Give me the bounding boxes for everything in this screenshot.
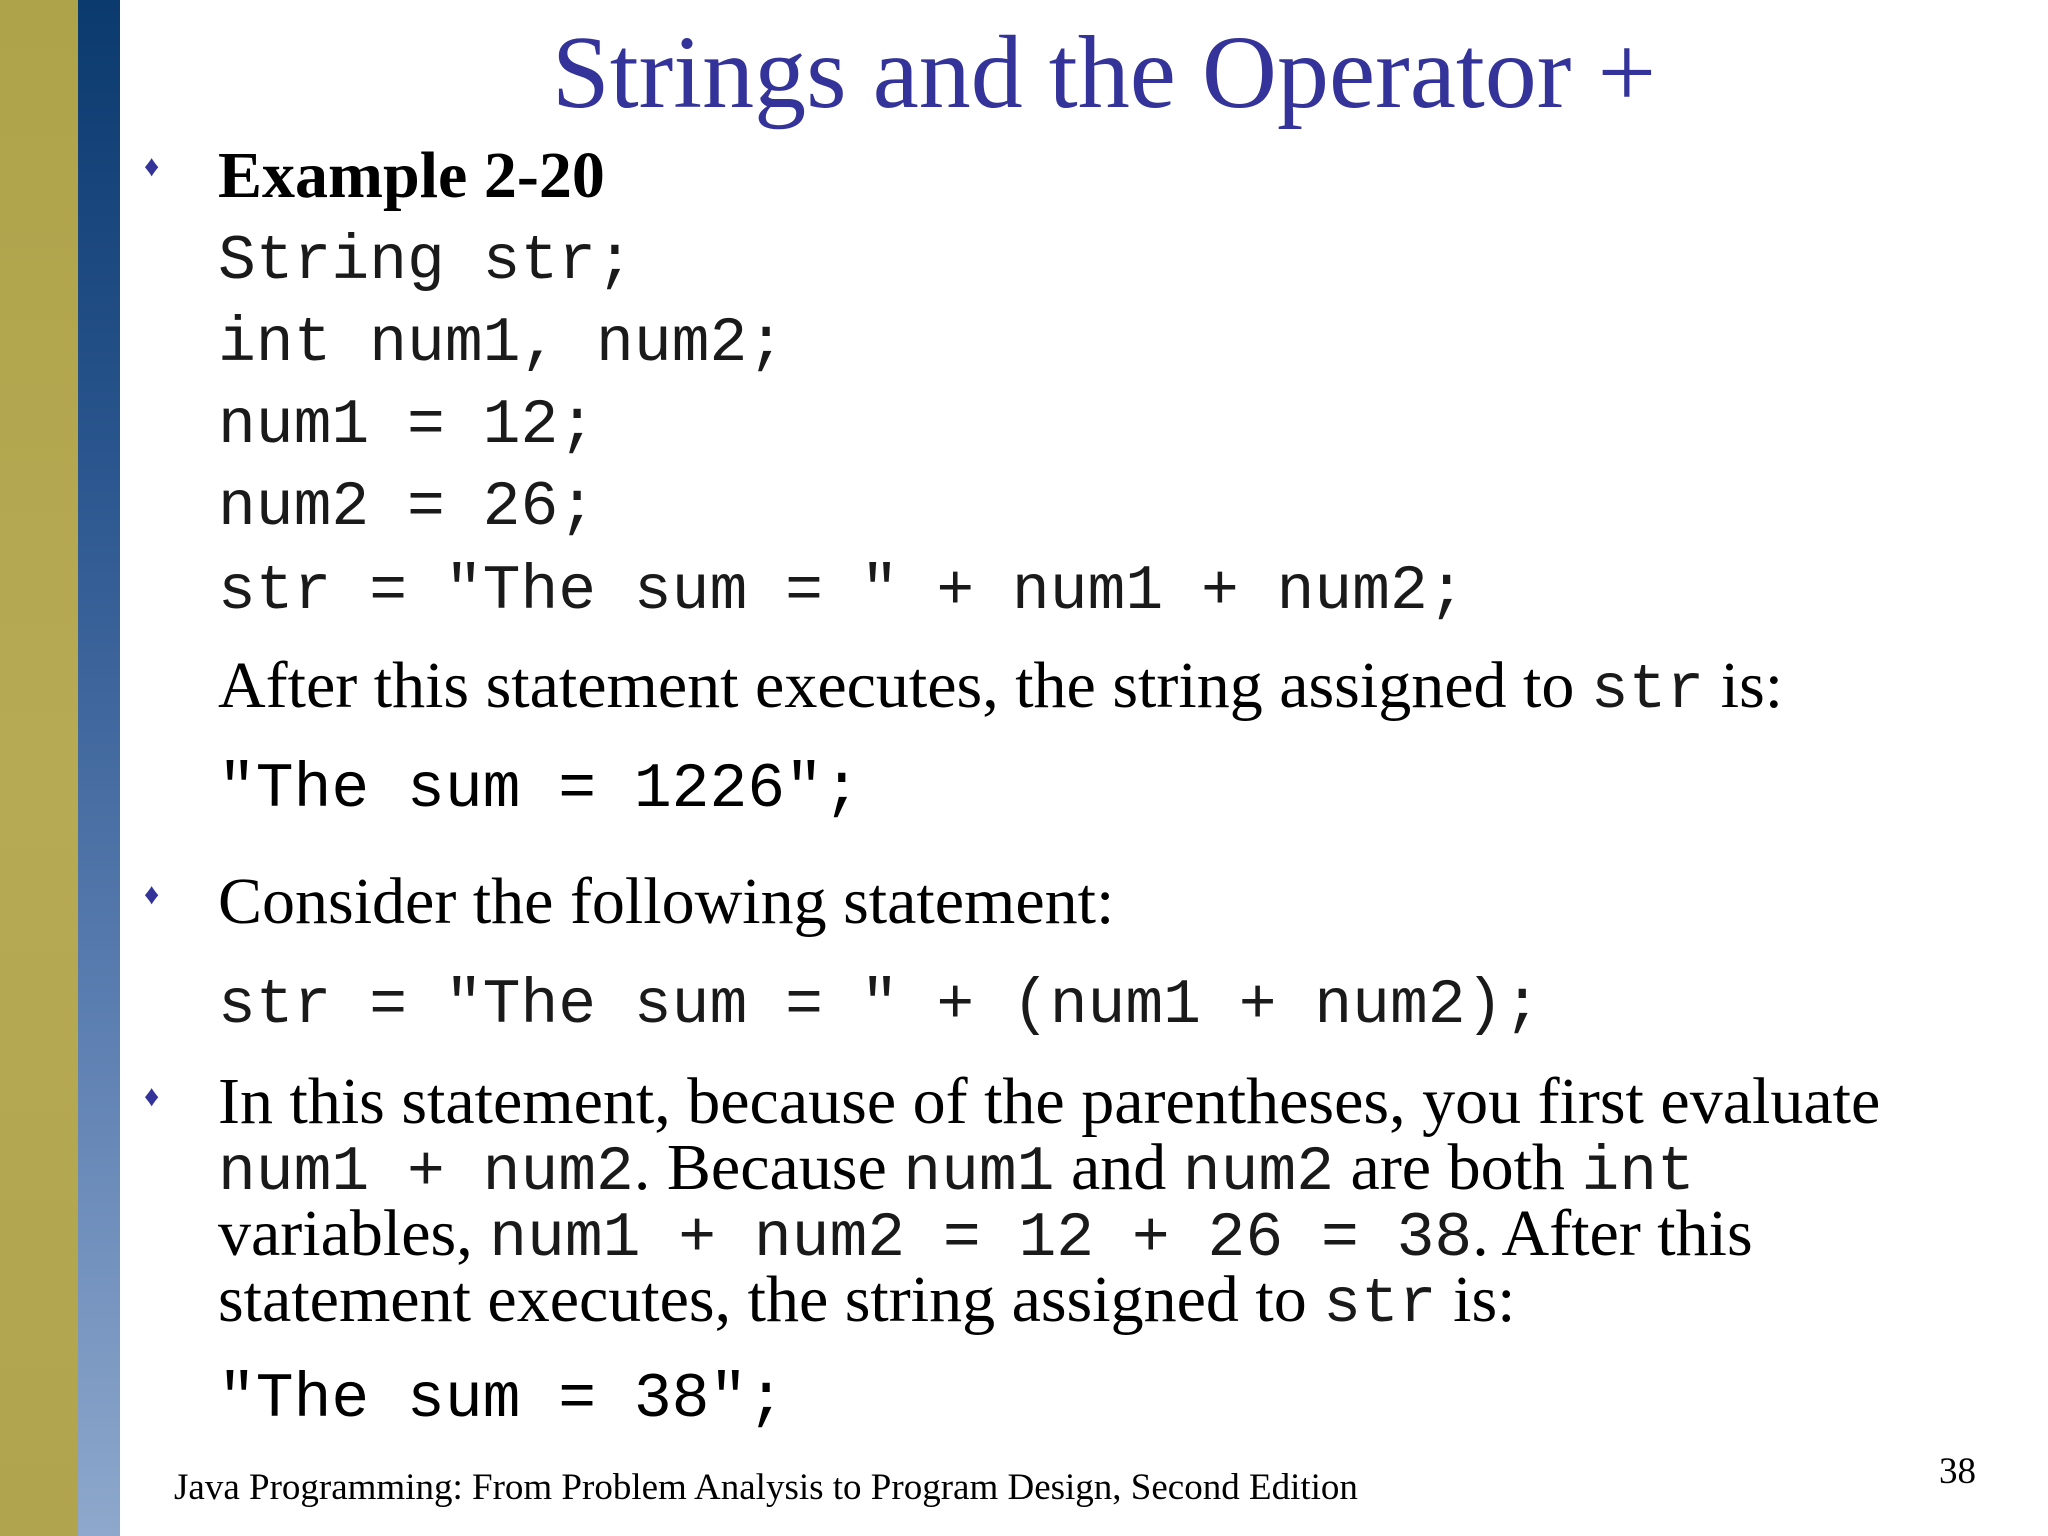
- after-code-str: str: [1590, 655, 1705, 726]
- diamond-bullet-icon: ♦: [144, 1080, 160, 1113]
- after-text-a: After this statement executes, the string assigned to: [218, 649, 1591, 722]
- page-number: 38: [1939, 1451, 1976, 1492]
- left-decor-stripe-olive: [0, 0, 78, 1536]
- code-line-4: num2 = 26;: [218, 472, 597, 543]
- bullet3-line-1: In this statement, because of the parentheses, you first evaluate: [218, 1065, 1881, 1138]
- example-heading: Example 2-20: [218, 139, 605, 212]
- l4-code: str: [1323, 1269, 1437, 1340]
- l2-text-b: and: [1054, 1131, 1183, 1204]
- result-2: "The sum = 38";: [218, 1364, 786, 1435]
- l2-text-c: are both: [1334, 1131, 1582, 1204]
- code-statement-2: str = "The sum = " + (num1 + num2);: [218, 970, 1542, 1041]
- slide-title: Strings and the Operator +: [551, 15, 1657, 130]
- after-statement-text-1: [218, 649, 1784, 726]
- footer-text: Java Programming: From Problem Analysis to Program Design, Second Edition: [174, 1467, 1358, 1508]
- result-1: "The sum = 1226";: [218, 754, 861, 825]
- after-text-b: is:: [1704, 649, 1784, 722]
- code-line-1: String str;: [218, 226, 634, 297]
- code-line-2: int num1, num2;: [218, 308, 786, 379]
- consider-text: Consider the following statement:: [218, 865, 1115, 938]
- l3-text-a: variables,: [218, 1197, 490, 1270]
- l2-code-c: num2: [1182, 1137, 1335, 1208]
- diamond-bullet-icon: ♦: [144, 878, 160, 911]
- l4-text-a: statement executes, the string assigned to: [218, 1263, 1324, 1336]
- l4-text-b: is:: [1436, 1263, 1516, 1336]
- l3-code: num1 + num2 = 12 + 26 = 38: [489, 1203, 1473, 1274]
- l2-code-b: num1: [903, 1137, 1055, 1208]
- diamond-bullet-icon: ♦: [144, 150, 160, 183]
- code-line-5: str = "The sum = " + num1 + num2;: [218, 556, 1466, 627]
- l2-text-a: . Because: [633, 1131, 904, 1204]
- left-decor-stripe-blue: [78, 0, 120, 1536]
- code-line-3: num1 = 12;: [218, 390, 597, 461]
- bullet3-line-4: [218, 1263, 1516, 1340]
- l2-code-a: num1 + num2: [218, 1137, 634, 1208]
- l2-code-d: int: [1581, 1137, 1695, 1208]
- l3-text-b: . After this: [1472, 1197, 1753, 1270]
